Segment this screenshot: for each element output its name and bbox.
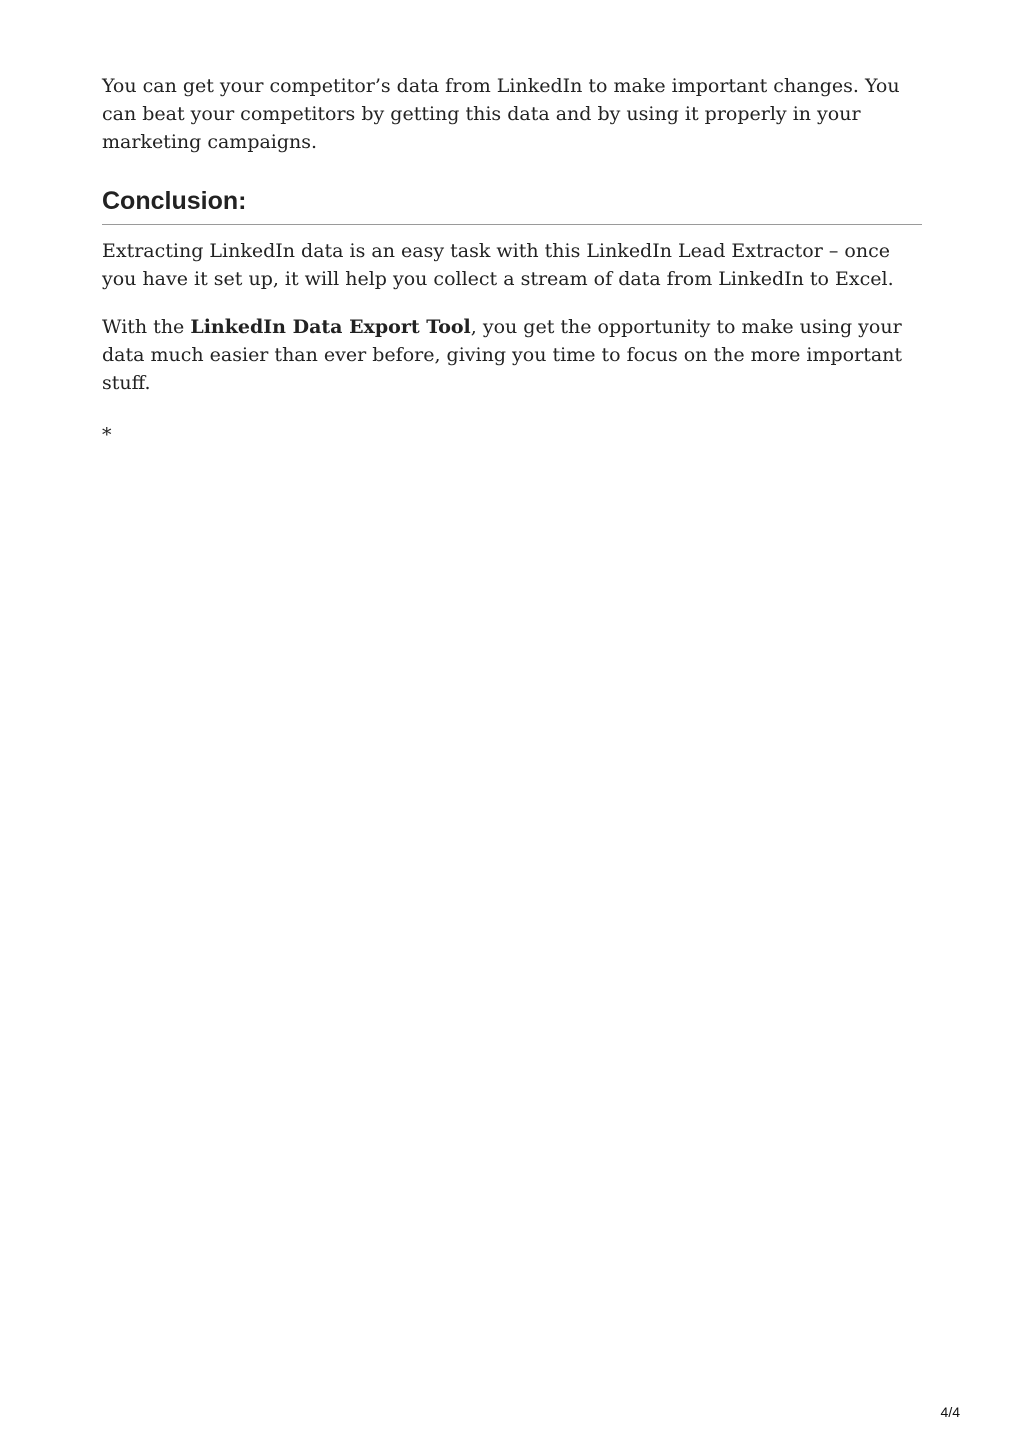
paragraph-2-lead-text: With the [102, 316, 191, 338]
paragraph-2-tail-text: , you get the opportunity to make using your data much easier than ever before, giving you time to focus on the more important stuff. [102, 316, 903, 394]
asterisk-marker: * [102, 424, 112, 446]
page-number: 4/4 [940, 1404, 960, 1420]
intro-paragraph: You can get your competitor’s data from LinkedIn to make important changes. You can beat your competitors by getting this data and by using it properly in your marketing campaigns. [102, 75, 900, 153]
conclusion-paragraph-2 [102, 313, 922, 397]
document-page [102, 72, 922, 449]
conclusion-heading: Conclusion: [102, 186, 922, 225]
conclusion-paragraph-1: Extracting LinkedIn data is an easy task with this LinkedIn Lead Extractor – once you have it set up, it will help you collect a stream of data from LinkedIn to Excel. [102, 240, 894, 290]
linkedin-data-export-tool-text: LinkedIn Data Export Tool [190, 316, 471, 338]
